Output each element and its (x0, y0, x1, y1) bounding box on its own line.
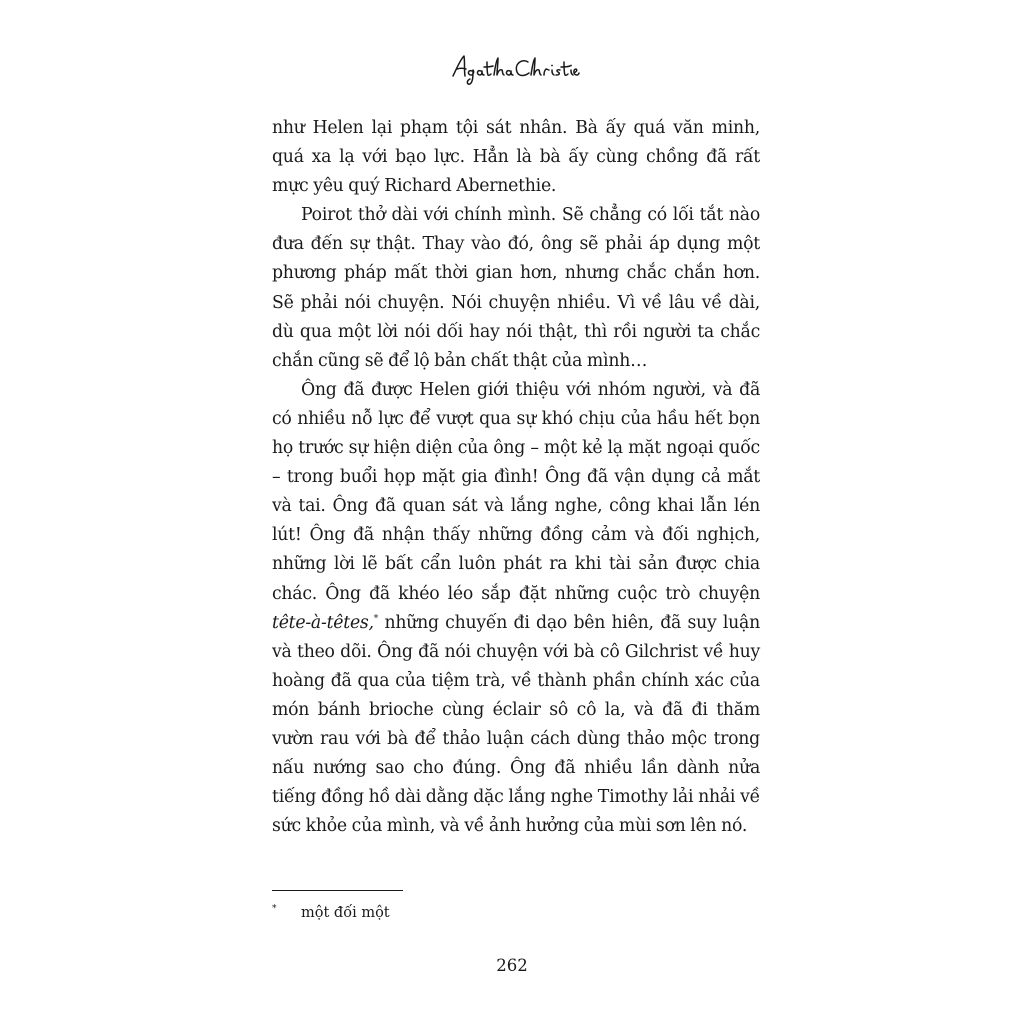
footnote-text: một đối một (301, 905, 390, 921)
chapter-body-text (272, 114, 760, 841)
italic-phrase: tête-à-têtes, (272, 612, 374, 633)
paragraph-1-text: như Helen lại phạm tội sát nhân. Bà ấy quá văn minh, quá xa lạ với bạo lực. Hẳn là bà ấy cùng chồng đã rất mực yêu quý Richard Abernethie. (272, 118, 760, 197)
footnote-divider (272, 890, 403, 891)
paragraph-1 (272, 114, 760, 201)
author-signature-logo (450, 52, 580, 88)
paragraph-3 (272, 376, 760, 842)
footnote-reference-mark: * (373, 613, 379, 624)
paragraph-2-text: Poirot thở dài với chính mình. Sẽ chẳng có lối tắt nào đưa đến sự thật. Thay vào đó, ông sẽ phải áp dụng một phương pháp mất thời gian hơn, nhưng chắc chắn hơn. Sẽ phải nói chuyện. Nói chuyện nhiều. Vì về lâu về dài, dù qua một lời nói dối hay nói thật, thì rồi người ta chắc chắn cũng sẽ để lộ bản chất thật của mình… (272, 205, 760, 371)
paragraph-3-text-start: Ông đã được Helen giới thiệu với nhóm người, và đã có nhiều nỗ lực để vượt qua sự khó chịu của hầu hết bọn họ trước sự hiện diện của ông – một kẻ lạ mặt ngoại quốc – trong buổi họp mặt gia đình! Ông đã vận dụng cả mắt và tai. Ông đã quan sát và lắng nghe, công khai lẫn lén lút! Ông đã nhận thấy những đồng cảm và đối nghịch, những lời lẽ bất cẩn luôn phát ra khi tài sản được chia chác. Ông đã khéo léo sắp đặt những cuộc trò chuyện (272, 379, 760, 604)
footnote-mark: * (272, 904, 277, 914)
paragraph-2 (272, 201, 760, 376)
paragraph-3-text-end: những chuyến đi dạo bên hiên, đã suy luận và theo dõi. Ông đã nói chuyện với bà cô Gilchrist về huy hoàng đã qua của tiệm trà, về thành phần chính xác của món bánh brioche cùng éclair sô cô la, và đã đi thăm vườn rau với bà để thảo luận cách dùng thảo mộc trong nấu nướng sao cho đúng. Ông đã nhiều lần dành nửa tiếng đồng hồ dài dằng dặc lắng nghe Timothy lải nhải về sức khỏe của mình, và về ảnh hưởng của mùi sơn lên nó. (272, 612, 760, 837)
page-number: 262 (496, 956, 528, 975)
